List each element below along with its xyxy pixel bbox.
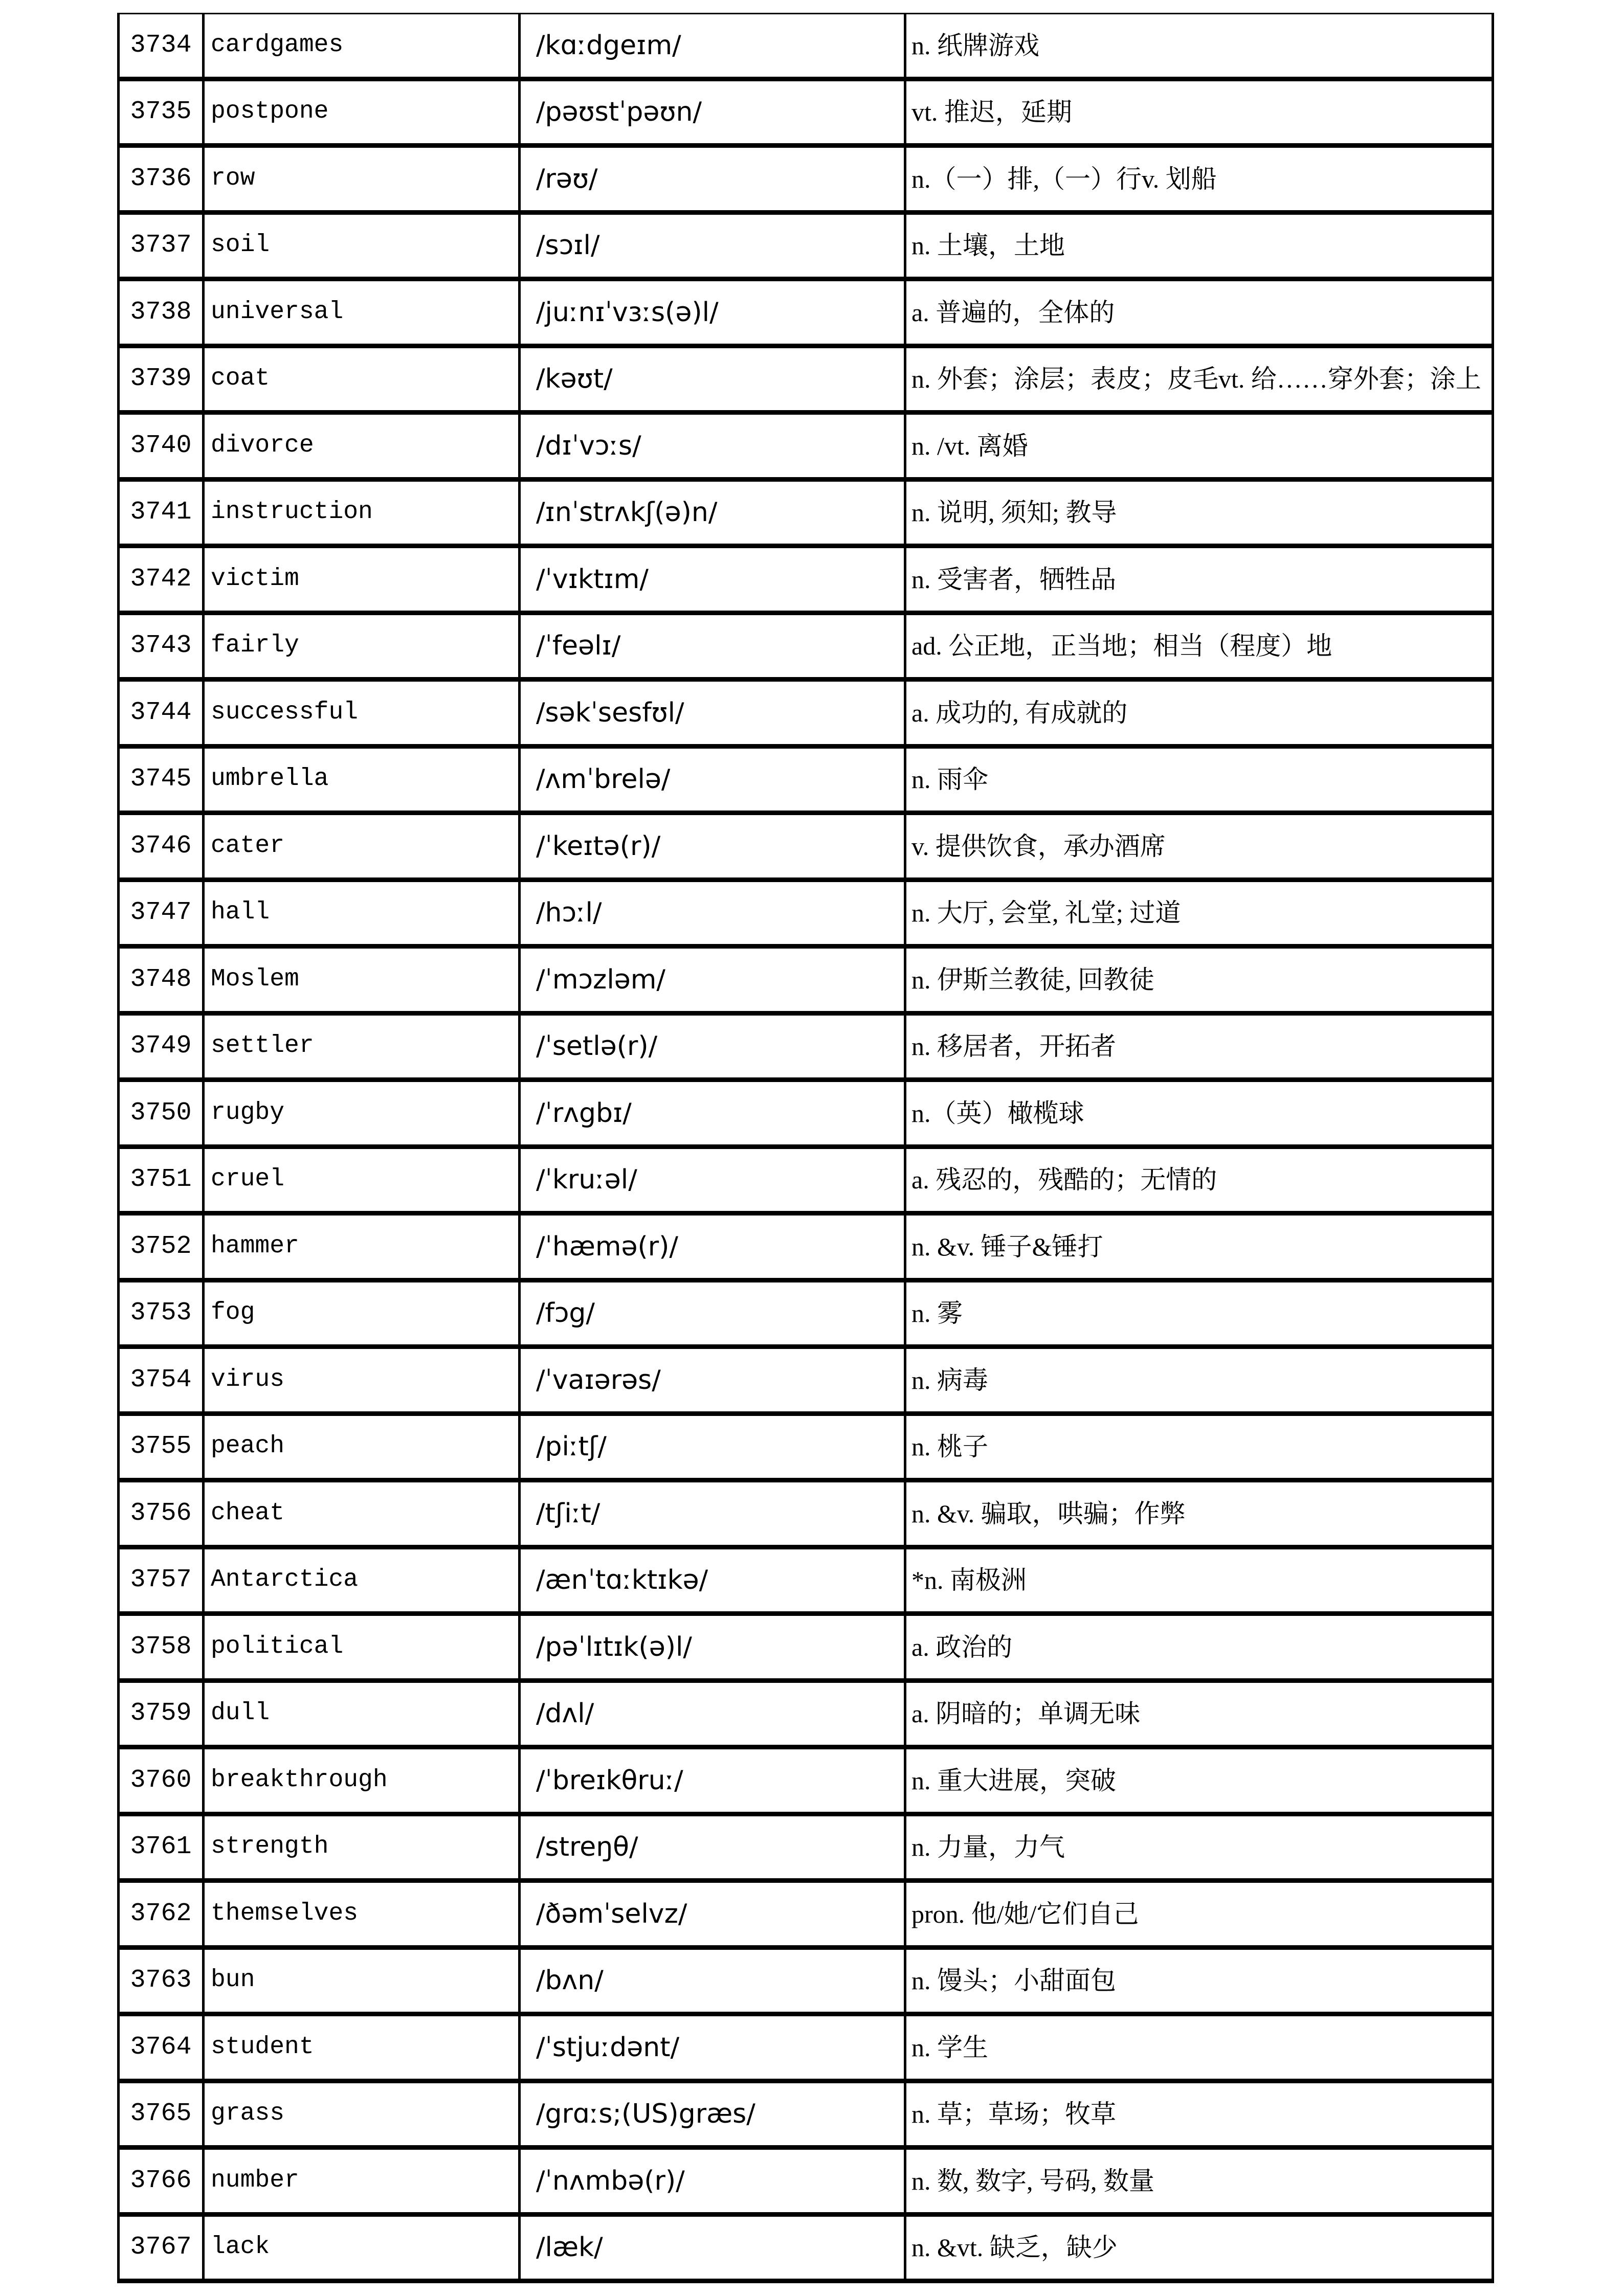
row-index: 3761 <box>130 1832 192 1862</box>
table-row <box>120 1616 1492 1683</box>
row-phonetic: /pəˈlɪtɪk(ə)l/ <box>518 1616 904 1678</box>
table-row <box>120 281 1492 348</box>
table-row <box>120 482 1492 549</box>
row-definition: a. 阴暗的；单调无味 <box>904 1683 1492 1745</box>
vocabulary-table <box>117 13 1494 2283</box>
row-index: 3763 <box>130 1966 192 1995</box>
row-index: 3737 <box>130 231 192 260</box>
row-phonetic: /ˈkeɪtə(r)/ <box>518 815 904 877</box>
row-definition: n. 雨伞 <box>904 749 1492 811</box>
row-definition: n. 说明, 须知; 教导 <box>904 482 1492 544</box>
row-index: 3741 <box>130 498 192 527</box>
row-definition: n. 馒头；小甜面包 <box>904 1950 1492 2012</box>
row-word: row <box>202 148 518 210</box>
table-row <box>120 415 1492 482</box>
row-definition: n. 外套；涂层；表皮；皮毛vt. 给……穿外套；涂上 <box>904 348 1492 411</box>
row-word: bun <box>202 1950 518 2012</box>
row-index: 3752 <box>130 1231 192 1261</box>
row-phonetic: /ænˈtɑːktɪkə/ <box>518 1549 904 1612</box>
row-definition: n. 桃子 <box>904 1416 1492 1478</box>
row-phonetic: /ˈrʌgbɪ/ <box>518 1082 904 1144</box>
table-row <box>120 882 1492 949</box>
row-phonetic: /grɑːs;(US)græs/ <box>518 2083 904 2146</box>
row-word: umbrella <box>202 749 518 811</box>
table-row <box>120 949 1492 1016</box>
row-index: 3753 <box>130 1298 192 1328</box>
row-phonetic: /ˈsetlə(r)/ <box>518 1016 904 1078</box>
table-row <box>120 1683 1492 1750</box>
row-word: fog <box>202 1282 518 1345</box>
table-row <box>120 1749 1492 1816</box>
row-word: dull <box>202 1683 518 1745</box>
table-row <box>120 1816 1492 1883</box>
row-definition: n. /vt. 离婚 <box>904 415 1492 477</box>
row-phonetic: /səkˈsesfʊl/ <box>518 682 904 744</box>
row-phonetic: /bʌn/ <box>518 1950 904 2012</box>
row-phonetic: /streŋθ/ <box>518 1816 904 1879</box>
table-row <box>120 1282 1492 1349</box>
row-phonetic: /kəʊt/ <box>518 348 904 411</box>
row-word: settler <box>202 1016 518 1078</box>
row-word: successful <box>202 682 518 744</box>
row-word: student <box>202 2016 518 2079</box>
row-index: 3735 <box>130 97 192 127</box>
table-row <box>120 2083 1492 2150</box>
row-index: 3748 <box>130 964 192 994</box>
row-word: cruel <box>202 1149 518 1211</box>
row-phonetic: /ðəmˈselvz/ <box>518 1883 904 1945</box>
row-index: 3765 <box>130 2099 192 2129</box>
row-definition: a. 政治的 <box>904 1616 1492 1678</box>
row-definition: vt. 推迟，延期 <box>904 81 1492 144</box>
row-index: 3756 <box>130 1498 192 1528</box>
row-phonetic: /piːtʃ/ <box>518 1416 904 1478</box>
row-definition: n. 病毒 <box>904 1349 1492 1411</box>
table-row <box>120 548 1492 615</box>
row-definition: n.（一）排,（一）行v. 划船 <box>904 148 1492 210</box>
table-row <box>120 1482 1492 1549</box>
row-word: virus <box>202 1349 518 1411</box>
row-index: 3764 <box>130 2032 192 2062</box>
row-phonetic: /ˈkruːəl/ <box>518 1149 904 1211</box>
row-phonetic: /pəʊstˈpəʊn/ <box>518 81 904 144</box>
table-row <box>120 1883 1492 1950</box>
row-index: 3746 <box>130 831 192 861</box>
row-phonetic: /læk/ <box>518 2217 904 2279</box>
row-definition: n. 纸牌游戏 <box>904 14 1492 77</box>
row-definition: a. 残忍的，残酷的；无情的 <box>904 1149 1492 1211</box>
row-word: cardgames <box>202 14 518 77</box>
row-definition: n. 受害者，牺牲品 <box>904 548 1492 611</box>
row-word: hammer <box>202 1215 518 1278</box>
row-index: 3736 <box>130 164 192 193</box>
row-definition: a. 普遍的，全体的 <box>904 281 1492 344</box>
row-definition: n.（英）橄榄球 <box>904 1082 1492 1144</box>
row-phonetic: /ˈvɪktɪm/ <box>518 548 904 611</box>
row-definition: v. 提供饮食，承办酒席 <box>904 815 1492 877</box>
row-word: instruction <box>202 482 518 544</box>
row-word: Antarctica <box>202 1549 518 1612</box>
row-definition: n. 土壤，土地 <box>904 215 1492 277</box>
row-index: 3747 <box>130 898 192 928</box>
row-definition: n. &v. 锤子&锤打 <box>904 1215 1492 1278</box>
row-definition: a. 成功的, 有成就的 <box>904 682 1492 744</box>
row-definition: n. 草；草场；牧草 <box>904 2083 1492 2146</box>
row-phonetic: /juːnɪˈvɜːs(ə)l/ <box>518 281 904 344</box>
row-word: victim <box>202 548 518 611</box>
row-word: rugby <box>202 1082 518 1144</box>
row-word: grass <box>202 2083 518 2146</box>
table-row <box>120 81 1492 148</box>
row-word: fairly <box>202 615 518 678</box>
table-row <box>120 1016 1492 1083</box>
table-row <box>120 14 1492 81</box>
row-phonetic: /tʃiːt/ <box>518 1482 904 1545</box>
row-word: soil <box>202 215 518 277</box>
row-definition: n. &vt. 缺乏，缺少 <box>904 2217 1492 2279</box>
row-index: 3739 <box>130 364 192 394</box>
row-index: 3762 <box>130 1899 192 1928</box>
table-row <box>120 1349 1492 1416</box>
row-phonetic: /hɔːl/ <box>518 882 904 944</box>
row-index: 3755 <box>130 1432 192 1461</box>
table-row <box>120 749 1492 816</box>
row-index: 3738 <box>130 297 192 327</box>
row-definition: n. 移居者，开拓者 <box>904 1016 1492 1078</box>
table-row <box>120 615 1492 682</box>
row-phonetic: /ʌmˈbrelə/ <box>518 749 904 811</box>
table-row <box>120 1215 1492 1282</box>
row-phonetic: /dɪˈvɔːs/ <box>518 415 904 477</box>
table-row <box>120 1950 1492 2017</box>
row-phonetic: /ˈmɔzləm/ <box>518 949 904 1011</box>
row-word: peach <box>202 1416 518 1478</box>
row-phonetic: /kɑːdgeɪm/ <box>518 14 904 77</box>
row-definition: pron. 他/她/它们自己 <box>904 1883 1492 1945</box>
row-definition: n. &v. 骗取，哄骗；作弊 <box>904 1482 1492 1545</box>
row-phonetic: /rəʊ/ <box>518 148 904 210</box>
row-index: 3754 <box>130 1365 192 1394</box>
table-row <box>120 2217 1492 2284</box>
row-phonetic: /dʌl/ <box>518 1683 904 1745</box>
row-index: 3757 <box>130 1565 192 1595</box>
row-definition: n. 重大进展，突破 <box>904 1749 1492 1812</box>
row-definition: n. 学生 <box>904 2016 1492 2079</box>
row-definition: n. 伊斯兰教徒, 回教徒 <box>904 949 1492 1011</box>
row-index: 3749 <box>130 1031 192 1061</box>
row-index: 3766 <box>130 2166 192 2195</box>
row-index: 3745 <box>130 764 192 794</box>
table-row <box>120 348 1492 415</box>
row-phonetic: /ˈnʌmbə(r)/ <box>518 2150 904 2212</box>
row-word: political <box>202 1616 518 1678</box>
row-word: breakthrough <box>202 1749 518 1812</box>
row-phonetic: /ɪnˈstrʌkʃ(ə)n/ <box>518 482 904 544</box>
row-index: 3758 <box>130 1632 192 1661</box>
row-definition: n. 力量，力气 <box>904 1816 1492 1879</box>
table-row <box>120 682 1492 749</box>
row-index: 3759 <box>130 1699 192 1728</box>
row-word: Moslem <box>202 949 518 1011</box>
row-index: 3744 <box>130 697 192 727</box>
row-phonetic: /ˈbreɪkθruː/ <box>518 1749 904 1812</box>
table-row <box>120 1416 1492 1483</box>
table-row <box>120 1082 1492 1149</box>
row-index: 3767 <box>130 2233 192 2262</box>
row-word: hall <box>202 882 518 944</box>
table-row <box>120 815 1492 882</box>
row-index: 3742 <box>130 564 192 594</box>
row-word: postpone <box>202 81 518 144</box>
row-word: universal <box>202 281 518 344</box>
table-row <box>120 215 1492 282</box>
row-index: 3751 <box>130 1165 192 1195</box>
row-phonetic: /ˈhæmə(r)/ <box>518 1215 904 1278</box>
row-word: themselves <box>202 1883 518 1945</box>
row-word: coat <box>202 348 518 411</box>
row-index: 3740 <box>130 431 192 460</box>
row-phonetic: /ˈstjuːdənt/ <box>518 2016 904 2079</box>
row-phonetic: /ˈfeəlɪ/ <box>518 615 904 678</box>
table-row <box>120 2150 1492 2217</box>
row-word: strength <box>202 1816 518 1879</box>
row-definition: n. 雾 <box>904 1282 1492 1345</box>
table-row <box>120 2016 1492 2083</box>
row-index: 3734 <box>130 30 192 60</box>
row-index: 3760 <box>130 1765 192 1795</box>
row-word: number <box>202 2150 518 2212</box>
table-row <box>120 1149 1492 1216</box>
row-word: cater <box>202 815 518 877</box>
row-word: lack <box>202 2217 518 2279</box>
row-definition: n. 数, 数字, 号码, 数量 <box>904 2150 1492 2212</box>
row-word: cheat <box>202 1482 518 1545</box>
row-word: divorce <box>202 415 518 477</box>
row-definition: ad. 公正地，正当地；相当（程度）地 <box>904 615 1492 678</box>
row-definition: n. 大厅, 会堂, 礼堂; 过道 <box>904 882 1492 944</box>
table-row <box>120 1549 1492 1616</box>
row-phonetic: /fɔg/ <box>518 1282 904 1345</box>
table-row <box>120 148 1492 215</box>
row-index: 3743 <box>130 631 192 661</box>
row-index: 3750 <box>130 1098 192 1128</box>
row-phonetic: /sɔɪl/ <box>518 215 904 277</box>
row-definition: *n. 南极洲 <box>904 1549 1492 1612</box>
row-phonetic: /ˈvaɪərəs/ <box>518 1349 904 1411</box>
